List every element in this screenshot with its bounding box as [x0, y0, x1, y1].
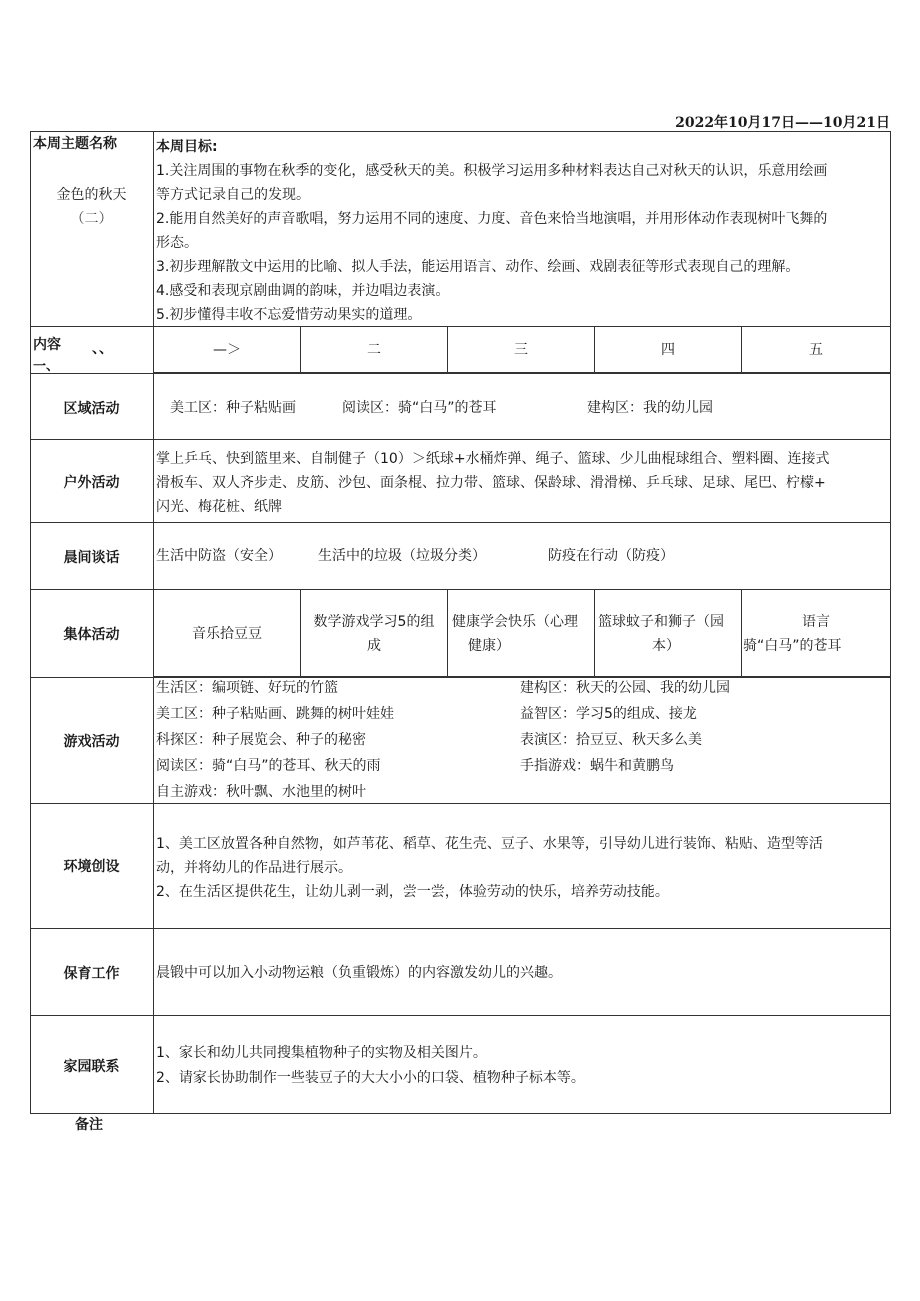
goal-line: 形态。 [156, 235, 198, 251]
content-mark2: 一、 [33, 359, 60, 374]
day-header-1: —＞ [213, 342, 241, 358]
content-marks: 、、 [92, 341, 113, 357]
game-left-item: 自主游戏：秋叶飘、水池里的树叶 [156, 784, 366, 800]
goal-line: 等方式记录自己的发现。 [156, 187, 310, 203]
day-header-2: 二 [367, 342, 381, 358]
goals-title: 本周目标: [156, 139, 218, 155]
outdoor-label: 户外活动 [63, 475, 120, 491]
game-left-item: 科探区：种子展览会、种子的秘密 [156, 732, 366, 748]
game-right-item: 建构区：秋天的公园、我的幼儿园 [520, 680, 730, 696]
day-header-3: 三 [514, 342, 528, 358]
goal-line: 4.感受和表现京剧曲调的韵味，并边唱边表演。 [156, 283, 450, 299]
theme-name: 金色的秋天 [56, 187, 127, 203]
morning-item: 生活中的垃圾（垃圾分类） [318, 548, 486, 564]
group-cell-1: 音乐拾豆豆 [192, 626, 262, 642]
game-right-item: 益智区：学习5的组成、接龙 [520, 706, 697, 722]
remark-label: 备注 [75, 1117, 103, 1133]
goal-line: 2.能用自然美好的声音歌唱，努力运用不同的速度、力度、音色来恰当地演唱，并用形体动作表现树叶飞舞的 [156, 211, 828, 227]
group-cell-4-line2: 本） [652, 638, 680, 654]
home-line: 2、请家长协助制作一些装豆子的大大小小的口袋、植物种子标本等。 [156, 1070, 585, 1086]
care-label: 保育工作 [63, 966, 120, 982]
morning-label: 晨间谈话 [63, 550, 120, 566]
outdoor-line: 滑板车、双人齐步走、皮筋、沙包、面条棍、拉力带、篮球、保龄球、滑滑梯、乒乓球、足球、尾巴、柠檬+ [156, 475, 826, 491]
game-right-item: 手指游戏：蜗牛和黄鹏鸟 [520, 758, 674, 774]
game-left-item: 阅读区：骑“白马”的苍耳、秋天的雨 [156, 758, 381, 774]
environment-line: 1、美工区放置各种自然物，如芦苇花、稻草、花生壳、豆子、水果等，引导幼儿进行装饰、粘贴、造型等活 [156, 836, 823, 852]
day-header-4: 四 [661, 342, 675, 358]
row-divider [30, 1015, 890, 1016]
row-divider [30, 928, 890, 929]
morning-item: 防疫在行动（防疫） [548, 548, 674, 564]
outdoor-line: 闪光、梅花桩、纸牌 [156, 499, 282, 515]
group-cell-3-line1: 健康学会快乐（心理 [452, 614, 578, 630]
goal-line: 5.初步懂得丰收不忘爱惜劳动果实的道理。 [156, 307, 422, 323]
day-header-5: 五 [809, 342, 823, 358]
care-text: 晨锻中可以加入小动物运粮（负重锻炼）的内容激发幼儿的兴趣。 [156, 965, 562, 981]
group-cell-4-line1: 篮球蚊子和狮子（园 [598, 614, 724, 630]
game-left-item: 美工区：种子粘贴画、跳舞的树叶娃娃 [156, 706, 394, 722]
environment-line: 动，并将幼儿的作品进行展示。 [156, 860, 352, 876]
group-cell-5-line2: 骑“白马”的苍耳 [743, 638, 842, 654]
group-cell-2-line1: 数学游戏学习5的组 [313, 614, 435, 630]
group-cell-2-line2: 成 [367, 638, 381, 654]
game-right-item: 表演区：拾豆豆、秋天多么美 [520, 732, 702, 748]
area-label: 区域活动 [63, 401, 120, 417]
area-item: 美工区：种子粘贴画 [170, 400, 296, 416]
home-line: 1、家长和幼儿共同搜集植物种子的实物及相关图片。 [156, 1045, 487, 1061]
morning-item: 生活中防盗（安全） [156, 548, 282, 564]
goal-line: 1.关注周围的事物在秋季的变化，感受秋天的美。积极学习运用多种材料表达自己对秋天的认识，乐意用绘画 [156, 163, 828, 179]
game-left-item: 生活区：编项链、好玩的竹篮 [156, 680, 338, 696]
outdoor-line: 掌上乒乓、快到篮里来、自制健子（10）＞纸球+水桶炸弹、绳子、篮球、少儿曲棍球组合、塑料圈、连接式 [156, 451, 830, 467]
group-cell-5-line1: 语言 [802, 614, 830, 630]
group-cell-3-line2: 健康） [468, 638, 510, 654]
area-item: 阅读区：骑“白马”的苍耳 [342, 400, 497, 416]
row-divider [30, 439, 890, 440]
row-divider [30, 373, 890, 374]
content-label: 内容 [33, 337, 61, 353]
home-label: 家园联系 [63, 1059, 120, 1075]
date-range: 2022年10月17日——10月21日 [675, 115, 890, 131]
game-label: 游戏活动 [63, 734, 120, 750]
environment-label: 环境创设 [63, 859, 120, 875]
environment-line: 2、在生活区提供花生，让幼儿剥一剥，尝一尝，体验劳动的快乐，培养劳动技能。 [156, 884, 669, 900]
goal-line: 3.初步理解散文中运用的比喻、拟人手法，能运用语言、动作、绘画、戏剧表征等形式表现自己的理解。 [156, 259, 800, 275]
theme-label: 本周主题名称 [33, 136, 117, 152]
area-item: 建构区：我的幼儿园 [587, 400, 713, 416]
row-divider [30, 522, 890, 523]
theme-sub: （二） [70, 211, 113, 227]
group-label: 集体活动 [63, 627, 120, 643]
